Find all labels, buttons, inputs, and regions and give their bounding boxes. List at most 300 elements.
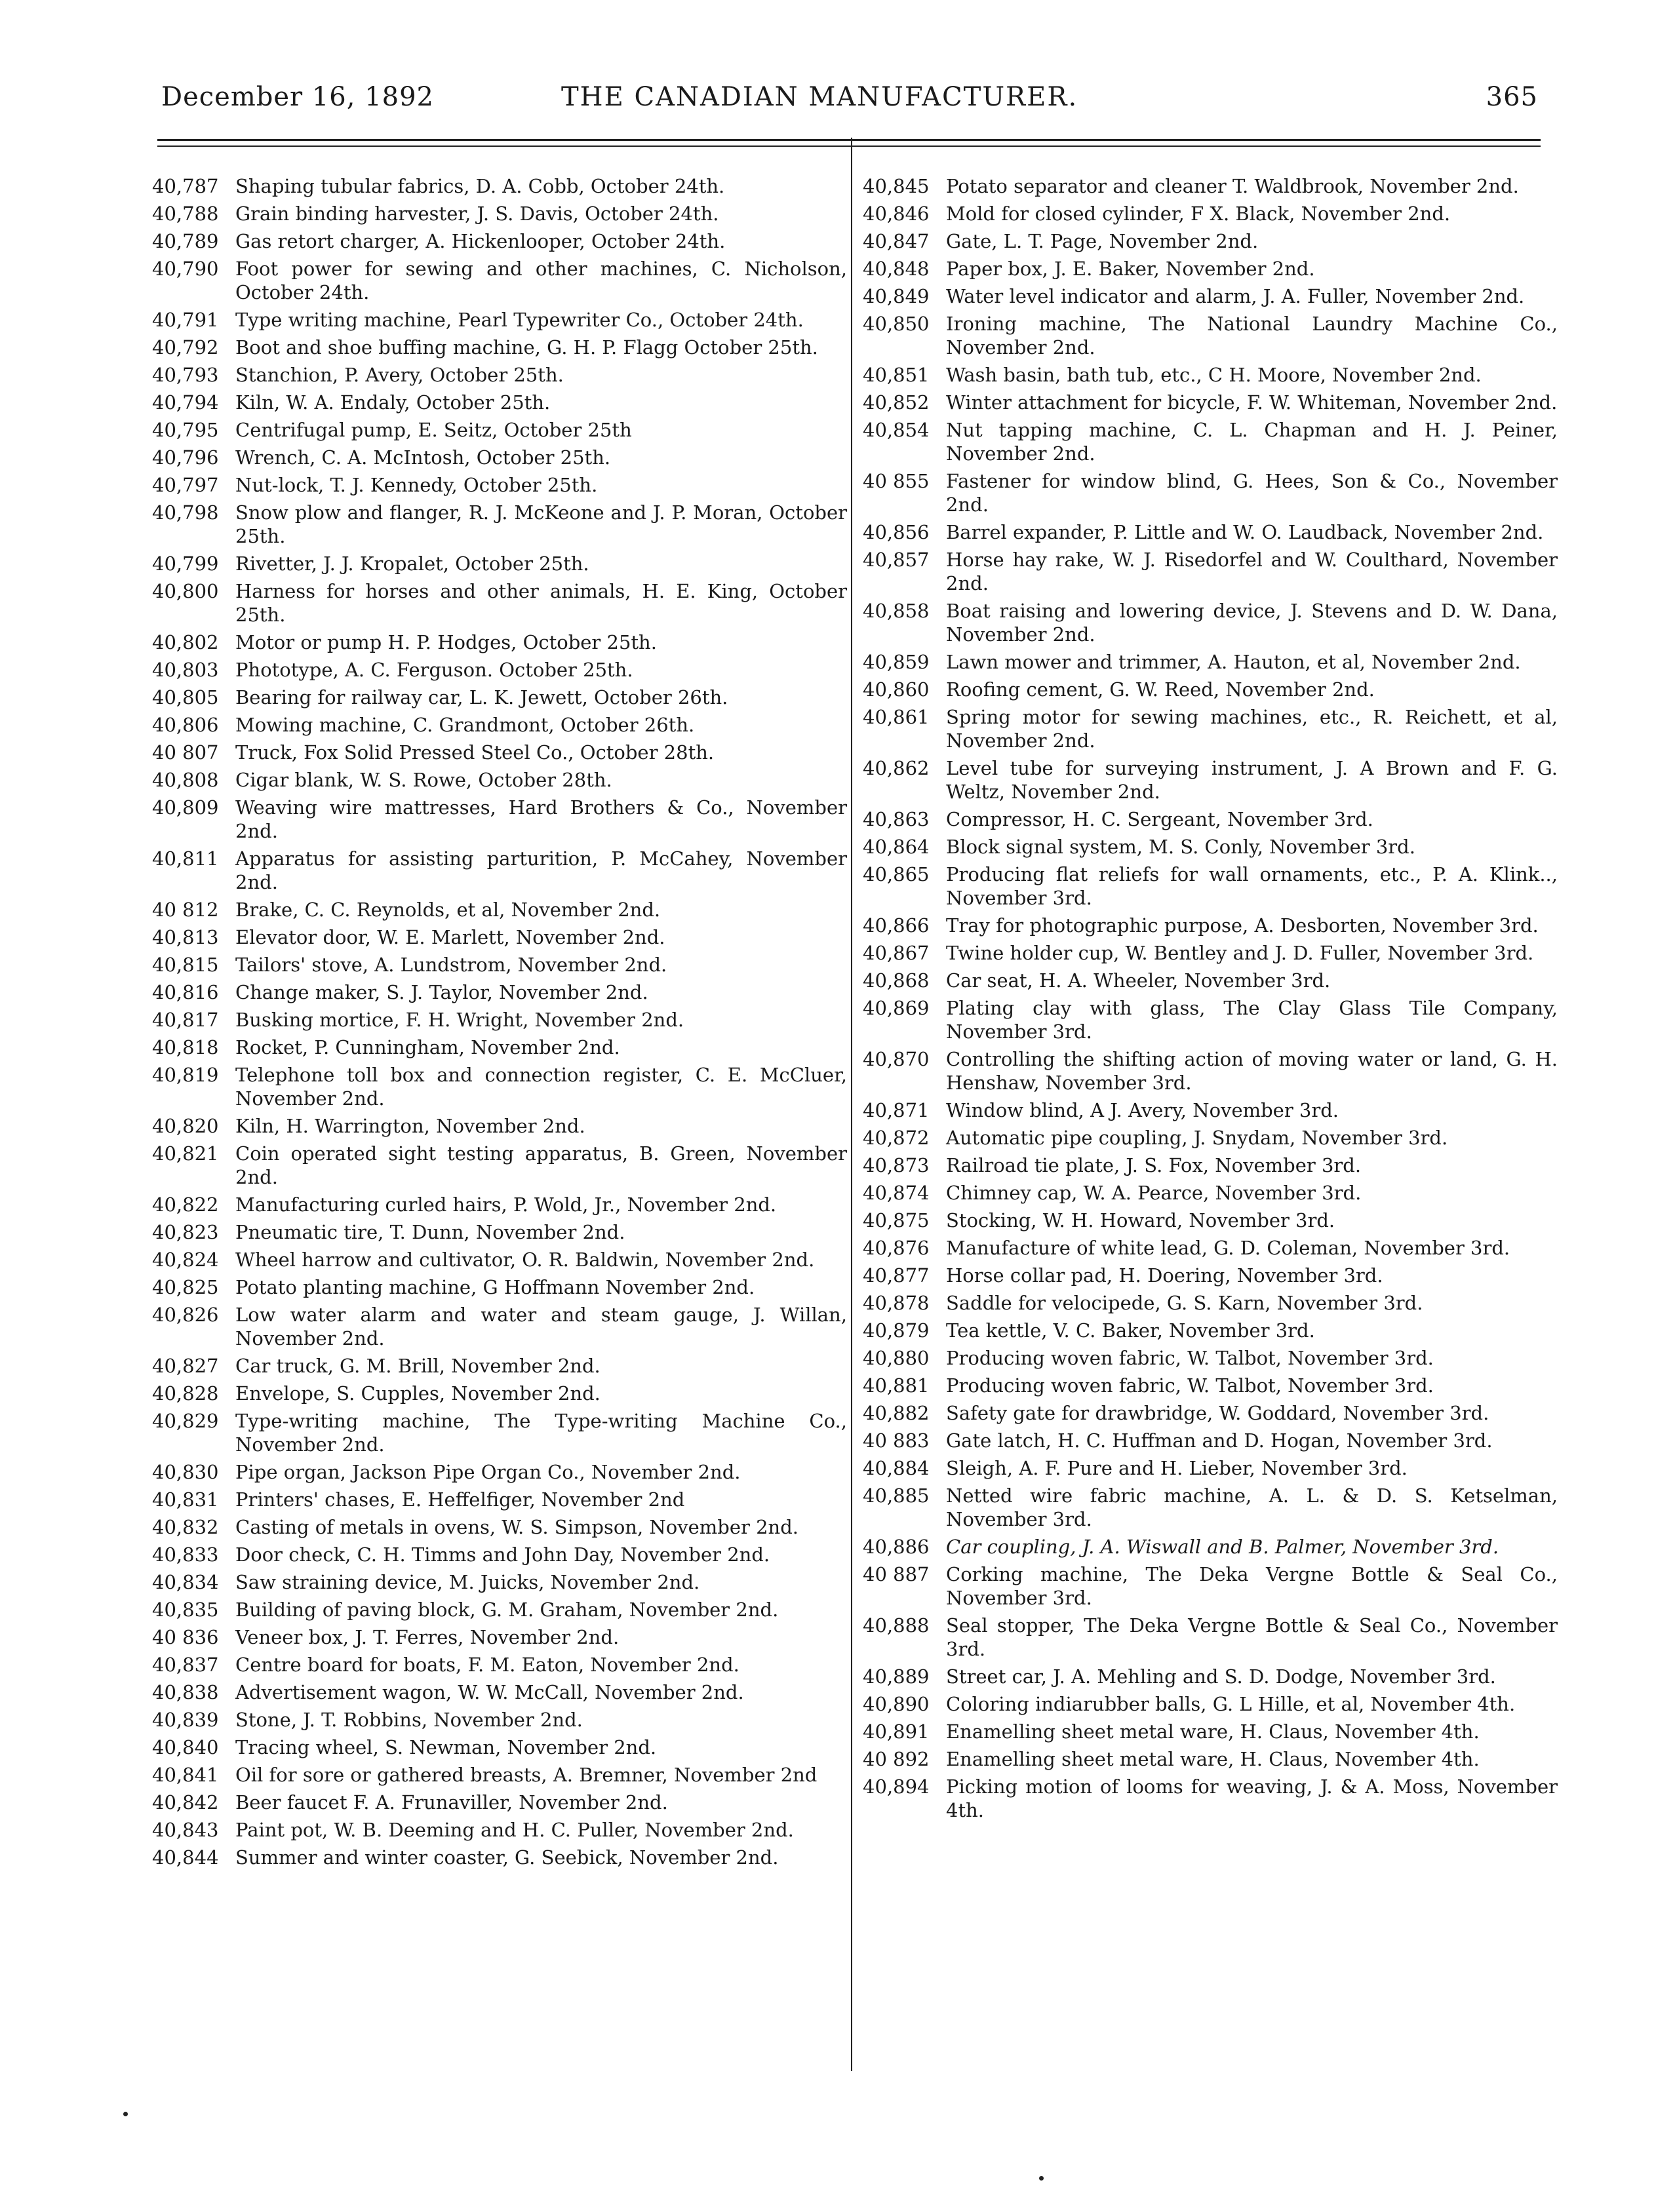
- patent-description: Paper box, J. E. Baker, November 2nd.: [946, 258, 1315, 280]
- patent-number: 40,859: [863, 651, 930, 673]
- patent-entry: [863, 835, 1558, 859]
- patent-number: 40,888: [863, 1614, 930, 1637]
- patent-entry: [152, 1515, 847, 1539]
- patent-number: 40,868: [863, 969, 930, 992]
- patent-entry: [152, 847, 847, 894]
- patent-number: 40,841: [152, 1764, 219, 1786]
- stray-mark: [123, 2112, 128, 2116]
- patent-description: Summer and winter coaster, G. Seebick, November 2nd.: [235, 1846, 779, 1869]
- patent-entry: [863, 914, 1558, 937]
- patent-description: Advertisement wagon, W. W. McCall, November 2nd.: [235, 1681, 744, 1703]
- patent-entry: [152, 1008, 847, 1032]
- publication-title: THE CANADIAN MANUFACTURER.: [561, 82, 1078, 112]
- patent-entry: [863, 520, 1558, 544]
- patent-description: Envelope, S. Cupples, November 2nd.: [235, 1382, 601, 1405]
- patent-entry: [152, 741, 847, 764]
- patent-description: Water level indicator and alarm, J. A. Fuller, November 2nd.: [946, 285, 1525, 307]
- patent-number: 40,860: [863, 678, 930, 701]
- patent-entry: [863, 863, 1558, 910]
- column-divider: [851, 138, 852, 2071]
- patent-entry: [152, 713, 847, 737]
- patent-number: 40,792: [152, 336, 219, 359]
- patent-number: 40,799: [152, 553, 219, 575]
- patent-description: Boat raising and lowering device, J. Stevens and D. W. Dana, November 2nd.: [946, 600, 1558, 646]
- patent-entry: [152, 1275, 847, 1299]
- patent-entry: [152, 658, 847, 682]
- patent-entry: [863, 1720, 1558, 1743]
- patent-number: 40,818: [152, 1036, 219, 1058]
- patent-entry: [152, 953, 847, 977]
- patent-description: Automatic pipe coupling, J. Snydam, November 3rd.: [946, 1127, 1448, 1149]
- patent-entry: [863, 1098, 1558, 1122]
- patent-number: 40,858: [863, 600, 930, 622]
- patent-description: Sleigh, A. F. Pure and H. Lieber, November 3rd.: [946, 1457, 1408, 1479]
- patent-number: 40,833: [152, 1543, 219, 1566]
- patent-description: Stone, J. T. Robbins, November 2nd.: [235, 1709, 583, 1731]
- patent-number: 40 887: [863, 1563, 930, 1585]
- patent-description: Weaving wire mattresses, Hard Brothers & Co., November 2nd.: [235, 796, 847, 842]
- patent-number: 40,894: [863, 1775, 930, 1798]
- patent-description: Lawn mower and trimmer, A. Hauton, et al, November 2nd.: [946, 651, 1521, 673]
- patent-number: 40 855: [863, 470, 930, 492]
- patent-description: Car coupling, J. A. Wiswall and B. Palmer, November 3rd.: [946, 1536, 1499, 1558]
- patent-number: 40,821: [152, 1142, 219, 1165]
- patent-entry: [863, 1401, 1558, 1425]
- patent-number: 40,849: [863, 285, 930, 307]
- patent-number: 40,835: [152, 1599, 219, 1621]
- patent-description: Producing flat reliefs for wall ornaments, etc., P. A. Klink.., November 3rd.: [946, 863, 1558, 909]
- patent-entry: [863, 202, 1558, 225]
- patent-number: 40,824: [152, 1249, 219, 1271]
- patent-entry: [863, 1775, 1558, 1822]
- patent-number: 40,820: [152, 1115, 219, 1137]
- patent-entry: [152, 1303, 847, 1350]
- patent-entry: [863, 807, 1558, 831]
- patent-description: Railroad tie plate, J. S. Fox, November 3rd.: [946, 1154, 1362, 1176]
- patent-number: 40,789: [152, 230, 219, 252]
- patent-number: 40,830: [152, 1461, 219, 1483]
- patent-number: 40,852: [863, 391, 930, 414]
- patent-number: 40,797: [152, 474, 219, 496]
- patent-description: Boot and shoe buffing machine, G. H. P. Flagg October 25th.: [235, 336, 818, 359]
- patent-description: Change maker, S. J. Taylor, November 2nd.: [235, 981, 648, 1003]
- patent-entry: [152, 446, 847, 469]
- patent-number: 40,867: [863, 942, 930, 964]
- patent-entry: [863, 1346, 1558, 1370]
- patent-number: 40,850: [863, 313, 930, 335]
- patent-entry: [152, 257, 847, 304]
- patent-entry: [863, 996, 1558, 1043]
- patent-entry: [152, 1680, 847, 1704]
- patent-number: 40,798: [152, 501, 219, 524]
- patent-entry: [152, 473, 847, 497]
- patent-number: 40,788: [152, 203, 219, 225]
- patent-number: 40,890: [863, 1693, 930, 1715]
- patent-number: 40,834: [152, 1571, 219, 1593]
- patent-entry: [152, 363, 847, 387]
- patent-description: Door check, C. H. Timms and John Day, November 2nd.: [235, 1543, 770, 1566]
- patent-number: 40,793: [152, 364, 219, 386]
- patent-description: Oil for sore or gathered breasts, A. Bremner, November 2nd: [235, 1764, 818, 1786]
- patent-description: Telephone toll box and connection register, C. E. McCluer, November 2nd.: [235, 1064, 847, 1110]
- header-rule-bottom: [157, 146, 1541, 147]
- patent-number: 40,844: [152, 1846, 219, 1869]
- patent-entry: [863, 1614, 1558, 1661]
- patent-number: 40,875: [863, 1209, 930, 1232]
- patent-number: 40,813: [152, 926, 219, 948]
- patent-entry: [863, 1209, 1558, 1232]
- patent-entry: [863, 174, 1558, 198]
- patent-number: 40,822: [152, 1193, 219, 1216]
- patent-entry: [863, 1181, 1558, 1205]
- patent-entry: [863, 1264, 1558, 1287]
- patent-description: Roofing cement, G. W. Reed, November 2nd.: [946, 678, 1375, 701]
- patent-number: 40,870: [863, 1048, 930, 1070]
- patent-number: 40,837: [152, 1654, 219, 1676]
- patent-description: Brake, C. C. Reynolds, et al, November 2nd.: [235, 899, 661, 921]
- patent-entry: [152, 1114, 847, 1138]
- patent-number: 40,869: [863, 997, 930, 1019]
- patent-number: 40 807: [152, 741, 219, 764]
- patent-entry: [863, 1319, 1558, 1342]
- patent-description: Type writing machine, Pearl Typewriter Co., October 24th.: [235, 309, 804, 331]
- patent-description: Cigar blank, W. S. Rowe, October 28th.: [235, 769, 612, 791]
- patent-description: Rocket, P. Cunningham, November 2nd.: [235, 1036, 620, 1058]
- patent-entry: [863, 678, 1558, 701]
- patent-entry: [863, 1535, 1558, 1559]
- patent-description: Compressor, H. C. Sergeant, November 3rd.: [946, 808, 1373, 830]
- patent-number: 40,881: [863, 1374, 930, 1397]
- patent-number: 40,865: [863, 863, 930, 885]
- patent-description: Enamelling sheet metal ware, H. Claus, November 4th.: [946, 1720, 1480, 1743]
- patent-number: 40,790: [152, 258, 219, 280]
- patent-entry: [152, 1736, 847, 1759]
- patent-number: 40,826: [152, 1304, 219, 1326]
- patent-entry: [152, 552, 847, 575]
- patent-number: 40,862: [863, 757, 930, 779]
- patent-description: Stanchion, P. Avery, October 25th.: [235, 364, 564, 386]
- patent-entry: [152, 1543, 847, 1566]
- patent-entry: [152, 1354, 847, 1378]
- patent-number: 40 836: [152, 1626, 219, 1648]
- patent-entry: [152, 1063, 847, 1110]
- patent-description: Manufacturing curled hairs, P. Wold, Jr., November 2nd.: [235, 1193, 777, 1216]
- patent-description: Printers' chases, E. Heffelfiger, November 2nd: [235, 1488, 685, 1511]
- patent-entry: [152, 1763, 847, 1787]
- patent-description: Phototype, A. C. Ferguson. October 25th.: [235, 659, 633, 681]
- patent-entry: [863, 229, 1558, 253]
- patent-entry: [863, 1236, 1558, 1260]
- patent-description: Rivetter, J. J. Kropalet, October 25th.: [235, 553, 589, 575]
- patent-description: Kiln, H. Warrington, November 2nd.: [235, 1115, 585, 1137]
- patent-entry: [152, 1598, 847, 1621]
- patent-number: 40,787: [152, 175, 219, 197]
- patent-description: Shaping tubular fabrics, D. A. Cobb, October 24th.: [235, 175, 725, 197]
- patent-entry: [152, 1653, 847, 1677]
- patent-entry: [152, 980, 847, 1004]
- patent-number: 40,831: [152, 1488, 219, 1511]
- patent-entry: [863, 650, 1558, 674]
- patent-number: 40,891: [863, 1720, 930, 1743]
- patent-entry: [863, 469, 1558, 516]
- patent-description: Wrench, C. A. McIntosh, October 25th.: [235, 446, 611, 469]
- patent-number: 40,884: [863, 1457, 930, 1479]
- patent-entry: [863, 312, 1558, 359]
- patent-entry: [152, 1460, 847, 1484]
- patent-number: 40,873: [863, 1154, 930, 1176]
- patent-number: 40,839: [152, 1709, 219, 1731]
- patent-number: 40,827: [152, 1355, 219, 1377]
- patent-entry: [152, 1193, 847, 1216]
- patent-number: 40,880: [863, 1347, 930, 1369]
- patent-entry: [152, 1570, 847, 1594]
- patent-description: Centre board for boats, F. M. Eaton, November 2nd.: [235, 1654, 739, 1676]
- patent-description: Car truck, G. M. Brill, November 2nd.: [235, 1355, 601, 1377]
- patent-entry: [863, 969, 1558, 992]
- patent-number: 40,795: [152, 419, 219, 441]
- header-rule-top: [157, 139, 1541, 141]
- patent-entry: [152, 1625, 847, 1649]
- patent-description: Corking machine, The Deka Vergne Bottle & Seal Co., November 3rd.: [946, 1563, 1558, 1609]
- issue-date: December 16, 1892: [161, 82, 434, 112]
- patent-number: 40,861: [863, 706, 930, 728]
- patent-entry: [152, 1846, 847, 1869]
- patent-description: Apparatus for assisting parturition, P. McCahey, November 2nd.: [235, 847, 847, 893]
- patent-description: Wash basin, bath tub, etc., C H. Moore, November 2nd.: [946, 364, 1482, 386]
- patent-number: 40,828: [152, 1382, 219, 1405]
- patent-number: 40,871: [863, 1099, 930, 1121]
- patent-description: Saw straining device, M. Juicks, November 2nd.: [235, 1571, 700, 1593]
- patent-entry: [152, 336, 847, 359]
- patent-entry: [152, 1142, 847, 1189]
- patent-description: Grain binding harvester, J. S. Davis, October 24th.: [235, 203, 719, 225]
- patent-number: 40,856: [863, 521, 930, 543]
- patent-number: 40,872: [863, 1127, 930, 1149]
- patent-number: 40,889: [863, 1665, 930, 1688]
- patent-entry: [863, 363, 1558, 387]
- patent-number: 40,851: [863, 364, 930, 386]
- patent-number: 40,848: [863, 258, 930, 280]
- patent-entry: [863, 1747, 1558, 1771]
- patent-description: Picking motion of looms for weaving, J. & A. Moss, November 4th.: [946, 1775, 1558, 1821]
- patent-description: Horse hay rake, W. J. Risedorfel and W. Coulthard, November 2nd.: [946, 549, 1558, 594]
- patent-entry: [152, 391, 847, 414]
- patent-description: Beer faucet F. A. Frunaviller, November 2nd.: [235, 1791, 668, 1814]
- patent-number: 40,879: [863, 1319, 930, 1342]
- patent-entry: [863, 1692, 1558, 1716]
- patent-number: 40,805: [152, 686, 219, 708]
- patent-number: 40,854: [863, 419, 930, 441]
- patent-number: 40,840: [152, 1736, 219, 1758]
- patent-number: 40,847: [863, 230, 930, 252]
- patent-entry: [152, 418, 847, 442]
- patent-list-right: [863, 174, 1558, 1826]
- patent-description: Foot power for sewing and other machines, C. Nicholson, October 24th.: [235, 258, 847, 303]
- patent-entry: [152, 1220, 847, 1244]
- patent-description: Potato planting machine, G Hoffmann November 2nd.: [235, 1276, 755, 1298]
- patent-number: 40,815: [152, 954, 219, 976]
- patent-description: Coloring indiarubber balls, G. L Hille, et al, November 4th.: [946, 1693, 1516, 1715]
- patent-list-left: [152, 174, 847, 1873]
- stray-mark: [1039, 2176, 1044, 2181]
- patent-description: Potato separator and cleaner T. Waldbrook, November 2nd.: [946, 175, 1519, 197]
- patent-description: Tailors' stove, A. Lundstrom, November 2nd.: [235, 954, 667, 976]
- patent-number: 40,832: [152, 1516, 219, 1538]
- patent-description: Tracing wheel, S. Newman, November 2nd.: [235, 1736, 657, 1758]
- patent-description: Tray for photographic purpose, A. Desborten, November 3rd.: [946, 914, 1539, 937]
- patent-number: 40,843: [152, 1819, 219, 1841]
- patent-description: Ironing machine, The National Laundry Machine Co., November 2nd.: [946, 313, 1558, 359]
- patent-number: 40,796: [152, 446, 219, 469]
- patent-description: Building of paving block, G. M. Graham, November 2nd.: [235, 1599, 779, 1621]
- patent-entry: [152, 686, 847, 709]
- patent-entry: [863, 1484, 1558, 1531]
- patent-number: 40,809: [152, 796, 219, 819]
- patent-description: Barrel expander, P. Little and W. O. Laudback, November 2nd.: [946, 521, 1544, 543]
- patent-entry: [152, 308, 847, 332]
- patent-description: Mowing machine, C. Grandmont, October 26th.: [235, 714, 695, 736]
- patent-number: 40,866: [863, 914, 930, 937]
- patent-number: 40,845: [863, 175, 930, 197]
- patent-description: Twine holder cup, W. Bentley and J. D. Fuller, November 3rd.: [946, 942, 1534, 964]
- patent-number: 40,877: [863, 1264, 930, 1287]
- patent-entry: [152, 202, 847, 225]
- patent-number: 40 883: [863, 1429, 930, 1452]
- patent-number: 40,874: [863, 1182, 930, 1204]
- patent-number: 40,864: [863, 836, 930, 858]
- patent-number: 40,838: [152, 1681, 219, 1703]
- patent-description: Netted wire fabric machine, A. L. & D. S. Ketselman, November 3rd.: [946, 1484, 1558, 1530]
- patent-description: Manufacture of white lead, G. D. Coleman, November 3rd.: [946, 1237, 1510, 1259]
- patent-entry: [863, 941, 1558, 965]
- patent-number: 40,800: [152, 580, 219, 602]
- patent-description: Low water alarm and water and steam gauge, J. Willan, November 2nd.: [235, 1304, 847, 1349]
- patent-entry: [863, 418, 1558, 465]
- patent-entry: [152, 898, 847, 922]
- patent-description: Harness for horses and other animals, H. E. King, October 25th.: [235, 580, 847, 626]
- patent-description: Gate latch, H. C. Huffman and D. Hogan, November 3rd.: [946, 1429, 1493, 1452]
- patent-entry: [863, 548, 1558, 595]
- patent-description: Casting of metals in ovens, W. S. Simpson, November 2nd.: [235, 1516, 799, 1538]
- patent-description: Busking mortice, F. H. Wright, November 2nd.: [235, 1009, 684, 1031]
- patent-description: Mold for closed cylinder, F X. Black, November 2nd.: [946, 203, 1451, 225]
- patent-description: Type-writing machine, The Type-writing Machine Co., November 2nd.: [235, 1410, 847, 1456]
- patent-description: Chimney cap, W. A. Pearce, November 3rd.: [946, 1182, 1362, 1204]
- patent-description: Enamelling sheet metal ware, H. Claus, November 4th.: [946, 1748, 1480, 1770]
- patent-number: 40,819: [152, 1064, 219, 1086]
- patent-description: Producing woven fabric, W. Talbot, November 3rd.: [946, 1374, 1434, 1397]
- patent-number: 40,857: [863, 549, 930, 571]
- page-header: [161, 82, 1538, 121]
- patent-entry: [863, 1126, 1558, 1150]
- patent-number: 40,794: [152, 391, 219, 414]
- patent-entry: [863, 756, 1558, 804]
- patent-number: 40 812: [152, 899, 219, 921]
- patent-description: Controlling the shifting action of moving water or land, G. H. Henshaw, November 3rd.: [946, 1048, 1558, 1094]
- patent-entry: [152, 1818, 847, 1842]
- patent-description: Fastener for window blind, G. Hees, Son & Co., November 2nd.: [946, 470, 1558, 516]
- patent-description: Producing woven fabric, W. Talbot, November 3rd.: [946, 1347, 1434, 1369]
- patent-number: 40,825: [152, 1276, 219, 1298]
- patent-description: Stocking, W. H. Howard, November 3rd.: [946, 1209, 1335, 1232]
- patent-entry: [152, 229, 847, 253]
- patent-description: Pipe organ, Jackson Pipe Organ Co., November 2nd.: [235, 1461, 741, 1483]
- patent-entry: [863, 1047, 1558, 1095]
- patent-number: 40,802: [152, 631, 219, 653]
- patent-entry: [863, 599, 1558, 646]
- patent-number: 40,829: [152, 1410, 219, 1432]
- patent-description: Bearing for railway car, L. K. Jewett, October 26th.: [235, 686, 728, 708]
- patent-entry: [863, 1665, 1558, 1688]
- patent-description: Spring motor for sewing machines, etc., R. Reichett, et al, November 2nd.: [946, 706, 1558, 752]
- patent-number: 40,816: [152, 981, 219, 1003]
- patent-description: Tea kettle, V. C. Baker, November 3rd.: [946, 1319, 1315, 1342]
- patent-description: Kiln, W. A. Endaly, October 25th.: [235, 391, 551, 414]
- patent-entry: [152, 501, 847, 548]
- page-number: 365: [1486, 82, 1538, 112]
- patent-number: 40,806: [152, 714, 219, 736]
- patent-number: 40,846: [863, 203, 930, 225]
- patent-description: Seal stopper, The Deka Vergne Bottle & Seal Co., November 3rd.: [946, 1614, 1558, 1660]
- patent-description: Nut tapping machine, C. L. Chapman and H. J. Peiner, November 2nd.: [946, 419, 1558, 465]
- patent-entry: [863, 1154, 1558, 1177]
- patent-description: Safety gate for drawbridge, W. Goddard, November 3rd.: [946, 1402, 1489, 1424]
- patent-number: 40,885: [863, 1484, 930, 1507]
- patent-entry: [152, 1409, 847, 1456]
- patent-number: 40,882: [863, 1402, 930, 1424]
- patent-entry: [863, 391, 1558, 414]
- patent-entry: [863, 257, 1558, 281]
- patent-entry: [152, 768, 847, 792]
- patent-entry: [152, 1036, 847, 1059]
- patent-description: Winter attachment for bicycle, F. W. Whiteman, November 2nd.: [946, 391, 1558, 414]
- patent-description: Snow plow and flanger, R. J. McKeone and J. P. Moran, October 25th.: [235, 501, 847, 547]
- patent-number: 40,863: [863, 808, 930, 830]
- patent-entry: [152, 796, 847, 843]
- patent-entry: [863, 1291, 1558, 1315]
- patent-entry: [863, 1429, 1558, 1452]
- patent-entry: [152, 1488, 847, 1511]
- patent-number: 40,823: [152, 1221, 219, 1243]
- patent-number: 40,817: [152, 1009, 219, 1031]
- patent-description: Plating clay with glass, The Clay Glass Tile Company, November 3rd.: [946, 997, 1558, 1043]
- patent-description: Gas retort charger, A. Hickenlooper, October 24th.: [235, 230, 726, 252]
- patent-description: Motor or pump H. P. Hodges, October 25th.: [235, 631, 657, 653]
- patent-number: 40,803: [152, 659, 219, 681]
- patent-description: Level tube for surveying instrument, J. A Brown and F. G. Weltz, November 2nd.: [946, 757, 1558, 803]
- patent-description: Veneer box, J. T. Ferres, November 2nd.: [235, 1626, 620, 1648]
- patent-entry: [863, 1562, 1558, 1610]
- patent-entry: [152, 631, 847, 654]
- patent-description: Street car, J. A. Mehling and S. D. Dodge, November 3rd.: [946, 1665, 1496, 1688]
- patent-description: Horse collar pad, H. Doering, November 3rd.: [946, 1264, 1383, 1287]
- patent-number: 40,886: [863, 1536, 930, 1558]
- patent-number: 40,878: [863, 1292, 930, 1314]
- patent-description: Coin operated sight testing apparatus, B. Green, November 2nd.: [235, 1142, 847, 1188]
- patent-entry: [152, 1708, 847, 1732]
- patent-entry: [863, 705, 1558, 752]
- patent-description: Car seat, H. A. Wheeler, November 3rd.: [946, 969, 1331, 992]
- patent-description: Block signal system, M. S. Conly, November 3rd.: [946, 836, 1415, 858]
- patent-number: 40,811: [152, 847, 219, 870]
- patent-number: 40,876: [863, 1237, 930, 1259]
- patent-description: Paint pot, W. B. Deeming and H. C. Puller, November 2nd.: [235, 1819, 794, 1841]
- patent-entry: [863, 1374, 1558, 1397]
- patent-number: 40,842: [152, 1791, 219, 1814]
- patent-entry: [863, 1456, 1558, 1480]
- patent-description: Elevator door, W. E. Marlett, November 2nd.: [235, 926, 665, 948]
- patent-description: Saddle for velocipede, G. S. Karn, November 3rd.: [946, 1292, 1423, 1314]
